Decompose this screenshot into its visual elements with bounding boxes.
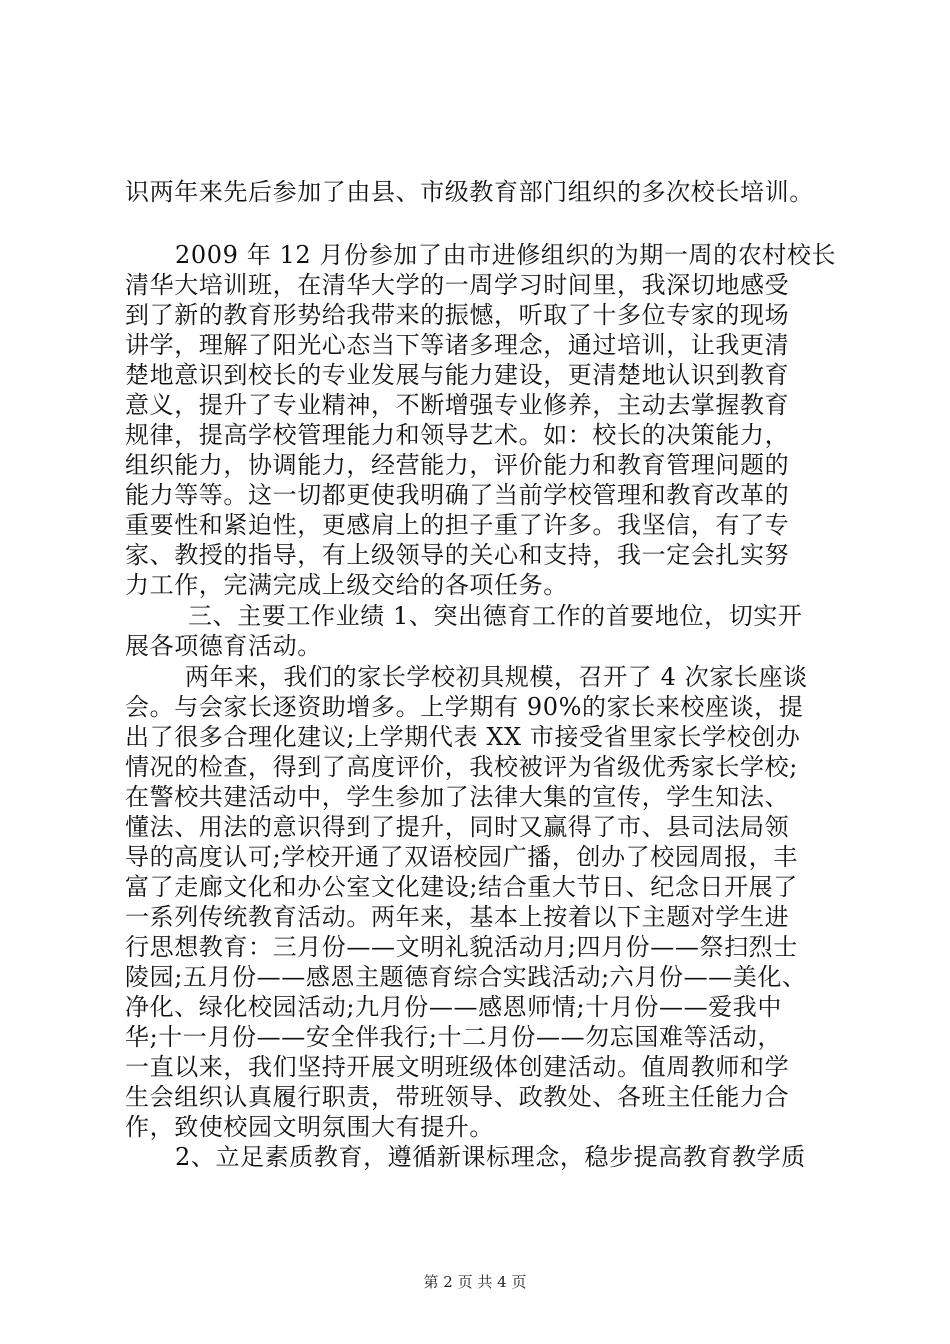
text-line: 作，致使校园文明氛围大有提升。 (125, 1113, 494, 1141)
text-line: 一直以来，我们坚持开展文明班级体创建活动。值周教师和学 (125, 1053, 790, 1081)
text-line: 一系列传统教育活动。两年来，基本上按着以下主题对学生进 (125, 903, 790, 931)
text-line: 懂法、用法的意识得到了提升，同时又赢得了市、县司法局领 (125, 813, 790, 841)
text-line: 出了很多合理化建议;上学期代表 XX 市接受省里家长学校创办 (125, 723, 801, 751)
text-line: 陵园;五月份——感恩主题德育综合实践活动;六月份——美化、 (125, 963, 807, 991)
text-line: 导的高度认可;学校开通了双语校园广播，创办了校园周报，丰 (125, 843, 798, 871)
text-line: 净化、绿化校园活动;九月份——感恩师情;十月份——爱我中 (125, 993, 782, 1021)
text-line: 展各项德育活动。 (125, 632, 322, 660)
text-line: 规律，提高学校管理能力和领导艺术。如：校长的决策能力， (125, 421, 790, 449)
text-line: 华;十一月份——安全伴我行;十二月份——勿忘国难等活动， (125, 1023, 782, 1051)
text-line: 2、立足素质教育，遵循新课标理念，稳步提高教育教学质 (175, 1143, 806, 1171)
text-line: 会。与会家长逐资助增多。上学期有 90%的家长来校座谈，提 (125, 693, 804, 721)
text-line: 行思想教育：三月份——文明礼貌活动月;四月份——祭扫烈士 (125, 933, 798, 961)
text-line: 到了新的教育形势给我带来的振憾，听取了十多位专家的现场 (125, 301, 790, 329)
text-line: 讲学，理解了阳光心态当下等诸多理念，通过培训，让我更清 (125, 331, 790, 359)
text-line: 三、主要工作业绩 1、突出德育工作的首要地位，切实开 (188, 602, 803, 630)
text-line: 家、教授的指导，有上级领导的关心和支持，我一定会扎实努 (125, 541, 790, 569)
text-line: 楚地意识到校长的专业发展与能力建设，更清楚地认识到教育 (125, 361, 790, 389)
text-line: 组织能力，协调能力，经营能力，评价能力和教育管理问题的 (125, 451, 790, 479)
text-line: 两年来，我们的家长学校初具规模，召开了 4 次家长座谈 (185, 663, 808, 691)
text-line: 富了走廊文化和办公室文化建设;结合重大节日、纪念日开展了 (125, 873, 798, 901)
text-line: 重要性和紧迫性，更感肩上的担子重了许多。我坚信，有了专 (125, 511, 790, 539)
text-line: 清华大培训班，在清华大学的一周学习时间里，我深切地感受 (125, 271, 790, 299)
text-line: 在警校共建活动中，学生参加了法律大集的宣传，学生知法、 (125, 783, 790, 811)
text-line: 情况的检查，得到了高度评价，我校被评为省级优秀家长学校; (125, 753, 798, 781)
text-line: 生会组织认真履行职责，带班领导、政教处、各班主任能力合 (125, 1083, 790, 1111)
page-number-footer: 第 2 页 共 4 页 (423, 1273, 527, 1291)
text-line: 识两年来先后参加了由县、市级教育部门组织的多次校长培训。 (125, 178, 814, 206)
text-line: 意义，提升了专业精神，不断增强专业修养，主动去掌握教育 (125, 391, 790, 419)
text-line: 2009 年 12 月份参加了由市进修组织的为期一周的农村校长 (175, 241, 837, 269)
text-line: 力工作，完满完成上级交给的各项任务。 (125, 571, 568, 599)
text-line: 能力等等。这一切都更使我明确了当前学校管理和教育改革的 (125, 481, 790, 509)
